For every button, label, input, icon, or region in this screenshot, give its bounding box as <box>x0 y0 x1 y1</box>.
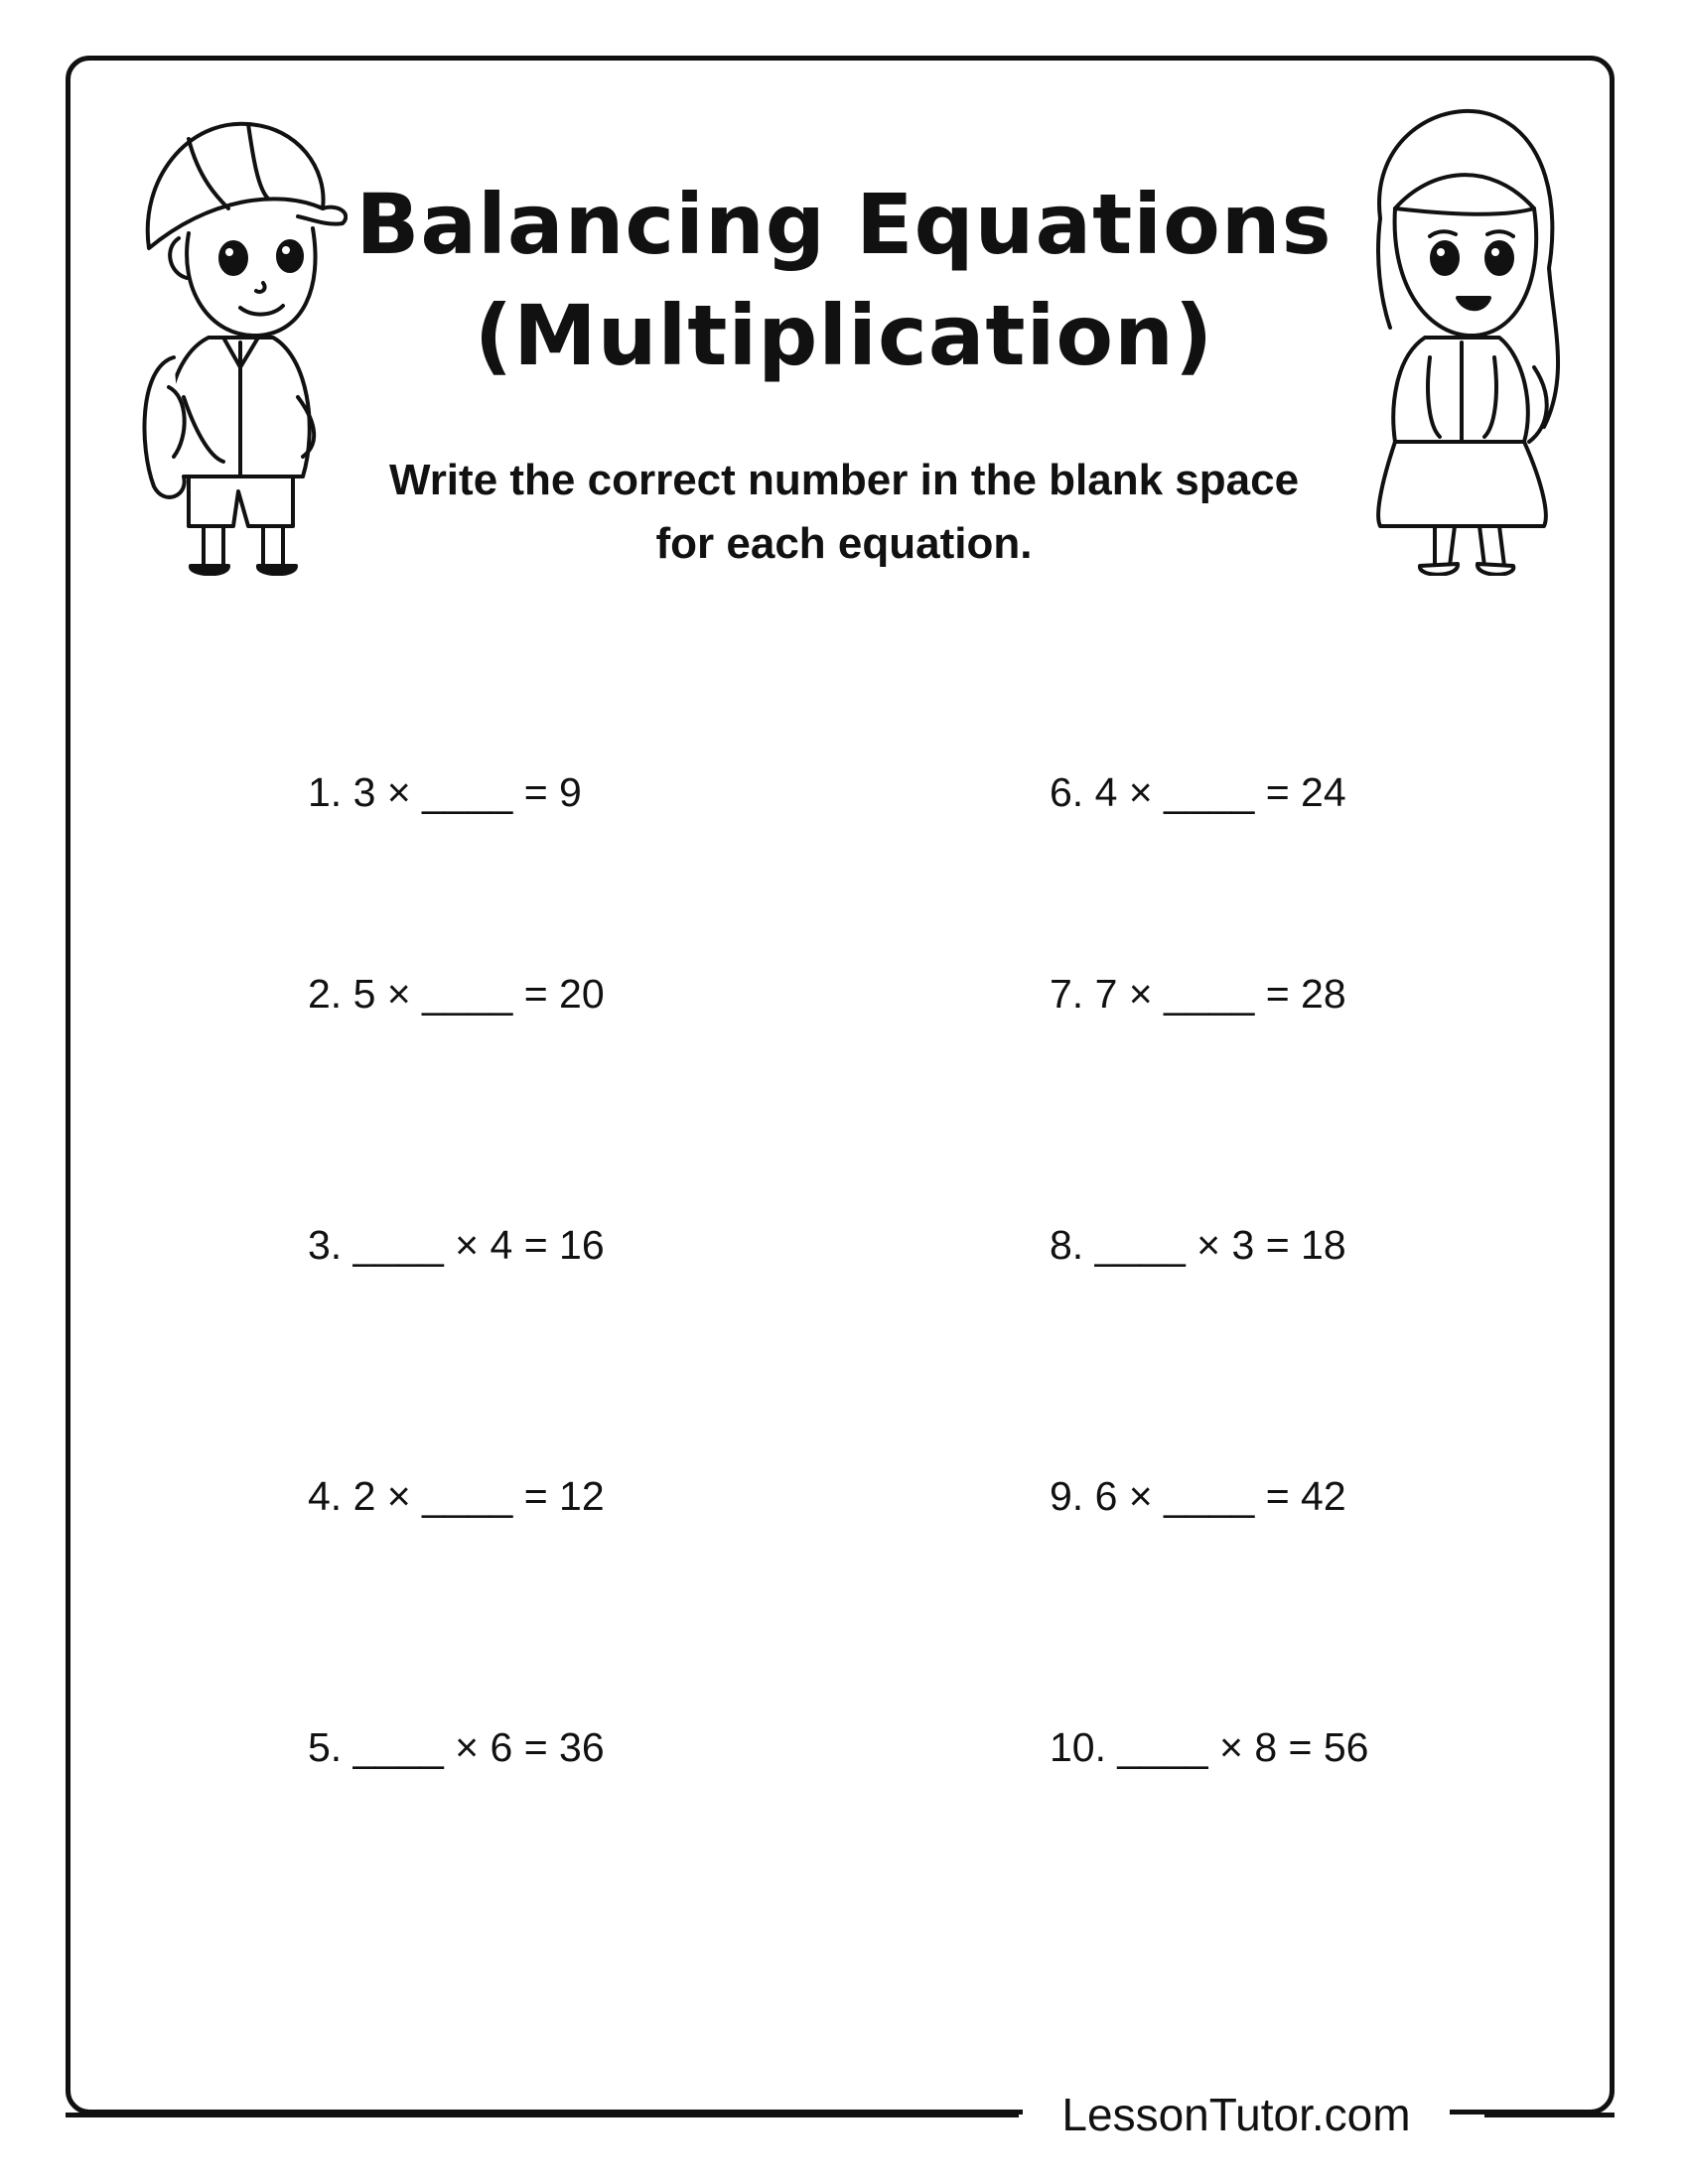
instructions-line-2: for each equation. <box>655 519 1033 568</box>
problem-2[interactable]: 2. 5 × ____ = 20 <box>308 971 605 1017</box>
problem-1[interactable]: 1. 3 × ____ = 9 <box>308 769 582 815</box>
instructions <box>328 449 1360 576</box>
instructions-line-1: Write the correct number in the blank space <box>388 456 1300 504</box>
problem-9[interactable]: 9. 6 × ____ = 42 <box>1050 1473 1346 1519</box>
footer-rule-left <box>66 2113 1019 2117</box>
title-line-1: Balancing Equations <box>355 176 1333 273</box>
footer-site: LessonTutor.com <box>1023 2085 1450 2144</box>
boy-illustration <box>129 99 348 576</box>
problem-6[interactable]: 6. 4 × ____ = 24 <box>1050 769 1346 815</box>
problem-4[interactable]: 4. 2 × ____ = 12 <box>308 1473 605 1519</box>
problem-5[interactable]: 5. ____ × 6 = 36 <box>308 1724 605 1770</box>
problem-3[interactable]: 3. ____ × 4 = 16 <box>308 1222 605 1268</box>
footer-rule-right <box>1484 2113 1615 2117</box>
problem-10[interactable]: 10. ____ × 8 = 56 <box>1050 1724 1369 1770</box>
girl-illustration <box>1350 99 1569 576</box>
problem-7[interactable]: 7. 7 × ____ = 28 <box>1050 971 1346 1017</box>
worksheet-title <box>328 169 1360 391</box>
problem-8[interactable]: 8. ____ × 3 = 18 <box>1050 1222 1346 1268</box>
title-line-2: (Multiplication) <box>474 287 1214 384</box>
